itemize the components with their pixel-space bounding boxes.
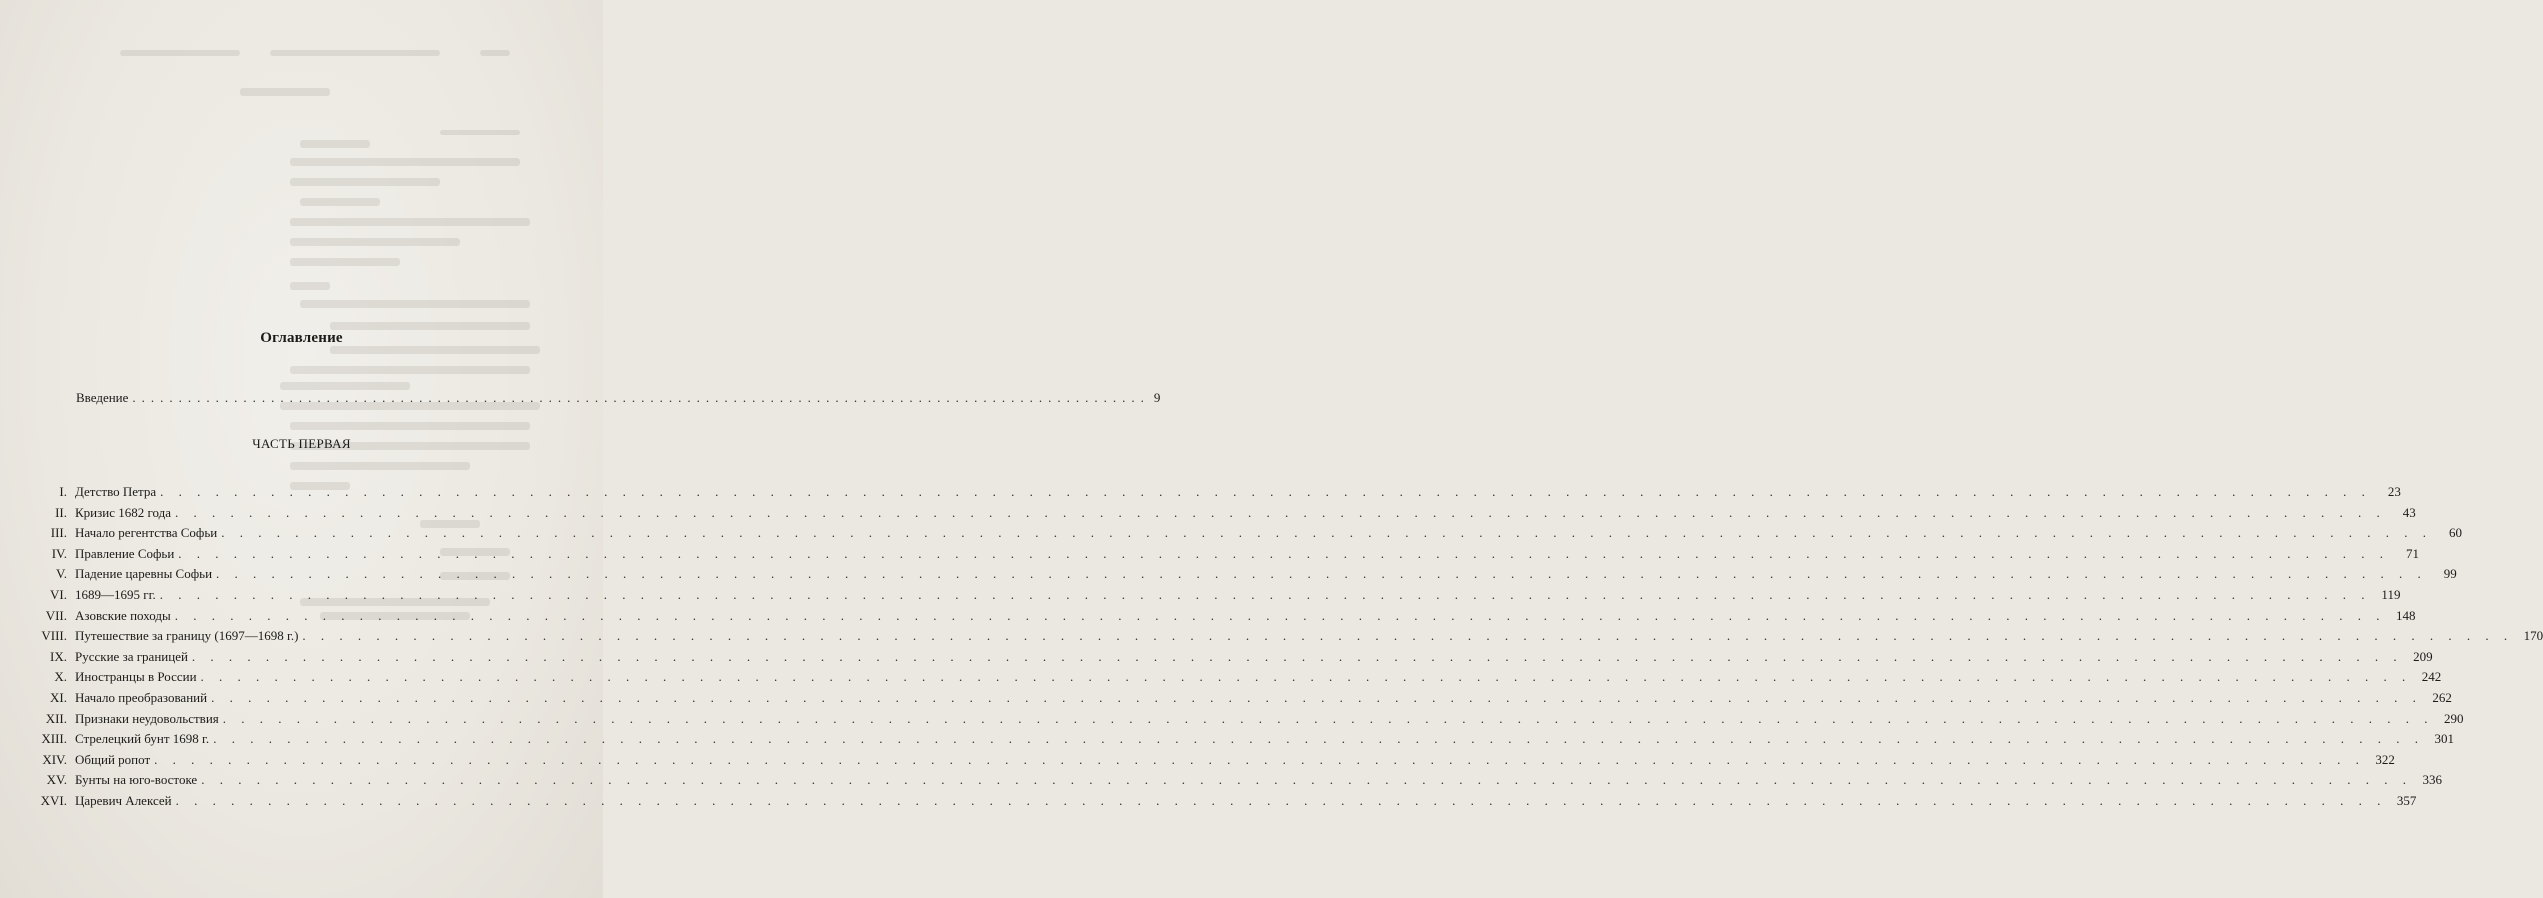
toc-entry-body (75, 606, 2416, 626)
toc-entry[interactable] (0, 750, 2395, 770)
toc-entry[interactable] (0, 544, 2420, 564)
toc-entry-title: Общий ропот (75, 751, 151, 767)
toc-entry-number: V. (56, 566, 67, 582)
toc-entry-number: XII. (45, 710, 67, 726)
toc-entry-number: X. (54, 669, 67, 685)
toc-entry[interactable] (0, 709, 2464, 729)
toc-entry-number: IX. (50, 648, 67, 664)
dot-leader: . . . . . . . . . . . . . . . . . . . . . . . . . . . . . . . . . . . . . . . . . . . . . . . . . . . . . . . . . . . . . . . . . . . . . . . . . . . . . . . . . . . . . . . . . . . . . . . . . . . . . . . . . . . . . . . . . . . . . . . . (221, 525, 2432, 541)
dot-leader: . . . . . . . . . . . . . . . . . . . . . . . . . . . . . . . . . . . . . . . . . . . . . . . . . . . . . . . . . . . . . . . . . . . . . . . . . . . . . . . . . . . . . . . . . . . . . . . . . . . . . . . . . . . . . . . . . . . . . . . . (302, 628, 2514, 644)
toc-entry-page: 60 (2448, 525, 2462, 541)
toc-entry-number: XI. (50, 690, 67, 705)
toc-entry-number: XIV. (42, 751, 67, 767)
toc-entry[interactable] (0, 606, 2416, 626)
toc-entry[interactable] (0, 791, 2417, 811)
dot-leader: . . . . . . . . . . . . . . . . . . . . . . . . . . . . . . . . . . . . . . . . . . . . . . . . . . . . . . . . . . . . . . . . . . . . . . . . . . . . . . . . . . . . . . . . . . . . . . . . . . . . . . . . . . . . . . . . . . . . . . . . (175, 793, 2387, 808)
toc-entry-page: 357 (2396, 793, 2417, 808)
toc-entry-page: 322 (2375, 751, 2395, 767)
toc-entry-body (75, 564, 2457, 584)
toc-entry-body (75, 523, 2462, 543)
toc-entry[interactable] (0, 585, 2401, 605)
toc-entry-title: Иностранцы в России (75, 669, 197, 685)
toc-entry-body (75, 482, 2401, 502)
toc-entry[interactable] (0, 503, 2416, 523)
part-heading: ЧАСТЬ ПЕРВАЯ (252, 436, 351, 451)
toc-entry-body (75, 729, 2454, 749)
toc-intro-page: 9 (1153, 390, 1161, 405)
toc-intro-label: Введение (76, 390, 129, 405)
toc-entry-page: 290 (2444, 710, 2464, 726)
toc-entry[interactable] (0, 729, 2454, 749)
dot-leader: . . . . . . . . . . . . . . . . . . . . . . . . . . . . . . . . . . . . . . . . . . . . . . . . . . . . . . . . . . . . . . . . . . . . . . . . . . . . . . . . . . . . . . . . . . . . . . . . . . . . . . . . . . . . . . . . . . . . . . . . (222, 710, 2434, 726)
toc-entry[interactable] (0, 667, 2442, 687)
toc-entry-title: Кризис 1682 года (75, 504, 172, 520)
toc-entry-title: Детство Петра (75, 484, 157, 499)
toc-entry-body (75, 770, 2442, 790)
toc-entry-number: I. (59, 484, 67, 499)
toc-entry-title: 1689—1695 гг. (75, 587, 156, 602)
toc-entry-page: 170 (2523, 628, 2543, 644)
dot-leader: . . . . . . . . . . . . . . . . . . . . . . . . . . . . . . . . . . . . . . . . . . . . . . . . . . . . . . . . . . . . . . . . . . . . . . . . . . . . . . . . . . . . . . . . . . . . . . . . . . . . . . . . . . . . . . . . . . . . . . . . (175, 504, 2386, 520)
toc-entry-page: 209 (2413, 648, 2433, 664)
toc-entry-body (75, 791, 2417, 811)
toc-entry-number: XVI. (40, 793, 67, 808)
toc-entry-title: Бунты на юго-востоке (75, 772, 198, 788)
dot-leader: . . . . . . . . . . . . . . . . . . . . . . . . . . . . . . . . . . . . . . . . . . . . . . . . . . . . . . . . . . . . . . . . . . . . . . . . . . . . . . . . . . . . . . . . . . . . . . . . . . . . . . . . . . . . . . . . . . . . . . . . (154, 751, 2365, 767)
toc-entry-body (75, 750, 2395, 770)
toc-entry-body (75, 709, 2464, 729)
toc-entry-title: Русские за границей (75, 648, 188, 664)
toc-entry-title: Путешествие за границу (1697—1698 г.) (75, 628, 299, 644)
toc-entry-page: 242 (2421, 669, 2442, 685)
toc-entry-number: II. (55, 504, 67, 520)
toc-entry-body (75, 626, 2543, 646)
toc-entry[interactable] (0, 564, 2457, 584)
toc-entry-title: Азовские походы (75, 607, 171, 623)
toc-entry-body (75, 688, 2452, 708)
toc-entry[interactable] (0, 482, 2401, 502)
dot-leader: . . . . . . . . . . . . . . . . . . . . . . . . . . . . . . . . . . . . . . . . . . . . . . . . . . . . . . . . . . . . . . . . . . . . . . . . . . . . . . . . . . . . . . . . . . . . . . . . . . . . . . . . . . . . . . . . . . . . . . . . (160, 484, 2371, 499)
toc-entry[interactable] (0, 688, 2452, 708)
toc-entry-title: Царевич Алексей (75, 793, 172, 808)
dot-leader: . . . . . . . . . . . . . . . . . . . . . . . . . . . . . . . . . . . . . . . . . . . . . . . . . . . . . . . . . . . . . . . . . . . . . . . . . . . . . . . . . . . . . . . . . . . . . . . . . . . . . . . . . . . . . . . . . . . . . . . . (178, 545, 2390, 561)
toc-entry-number: IV. (51, 545, 67, 561)
toc-entry[interactable] (0, 770, 2442, 790)
dot-leader: . . . . . . . . . . . . . . . . . . . . . . . . . . . . . . . . . . . . . . . . . . . . . . . . . . . . . . . . . . . . . . . . . . . . . . . . . . . . . . . . . . . . . . . . . . . . . . . . . . . . . . . . . . . . . . . . . . . . . . . . (191, 648, 2403, 664)
toc-entry-body (75, 647, 2433, 667)
page-title: Оглавление (260, 330, 343, 346)
dot-leader: . . . . . . . . . . . . . . . . . . . . . . . . . . . . . . . . . . . . . . . . . . . . . . . . . . . . . . . . . . . . . . . . . . . . . . . . . . . . . . . . . . . . . . . . . . . . . . . . . . . . . . . . . . . . . . . . . . . . . . . . (159, 587, 2371, 602)
dot-leader: . . . . . . . . . . . . . . . . . . . . . . . . . . . . . . . . . . . . . . . . . . . . . . . . . . . . . . . . . . . . . . . . . . . . . . . . . . . . . . . . . . . . . . . . . . . . . . . . . . . . . . . . . . . . . . . . . . . . . . . . (200, 669, 2412, 685)
dot-leader: . . . . . . . . . . . . . . . . . . . . . . . . . . . . . . . . . . . . . . . . . . . . . . . . . . . . . . . . . . . . . . . . . . . . . . . . . . . . . . . . . . . . . . . . . . . . . . . . . . . . . . . . . . . . . . . . . . . . . . . . (211, 690, 2422, 705)
toc-entry-title: Падение царевны Софьи (75, 566, 213, 582)
toc-entry-number: VIII. (41, 628, 67, 644)
toc-entry-page: 43 (2402, 504, 2416, 520)
toc-entry-body (75, 544, 2420, 564)
toc-entry-page: 301 (2434, 731, 2454, 747)
dot-leader: . . . . . . . . . . . . . . . . . . . . . . . . . . . . . . . . . . . . . . . . . . . . . . . . . . . . . . . . . . . . . . . . . . . . . . . . . . . . . . . . . . . . . . . . . . . . . . . . . . . . . . . . . . . . . . . . . . . . . . . . (216, 566, 2427, 582)
toc-entry-number: VII. (45, 607, 67, 623)
dot-leader: . . . . . . . . . . . . . . . . . . . . . . . . . . . . . . . . . . . . . . . . . . . . . . . . . . . . . . . . . . . . . . . . . . . . . . . . . . . . . . . . . . . . . . . . . . . . . . . . . . . . . . . . . . . . . . . . . . . . . . . . (174, 607, 2386, 623)
toc-intro-row[interactable] (76, 390, 1161, 408)
toc-entry-body (75, 667, 2442, 687)
toc-entry-number: XV. (46, 772, 67, 788)
toc-entry-number: III. (50, 525, 67, 541)
toc-entry-number: VI. (50, 587, 67, 602)
dot-leader: . . . . . . . . . . . . . . . . . . . . . . . . . . . . . . . . . . . . . . . . . . . . . . . . . . . . . . . . . . . . . . . . . . . . . . . . . . . . . . . . . . . . . . . . . . . . . . . . . . . . . . . . . . . . . . . . . . . . . . . . (201, 772, 2412, 788)
toc-entry-body (75, 585, 2401, 605)
toc-entry-title: Начало преобразований (75, 690, 208, 705)
toc-entry-page: 99 (2443, 566, 2457, 582)
dot-leader: . . . . . . . . . . . . . . . . . . . . . . . . . . . . . . . . . . . . . . . . . . . . . . . . . . . . . . . . . . . . . . . . . . . . . . . . . . . . . . . . . . . . . . . . . . . . . . . . . . . . . . . . . . . . . . . . . . . . . . . . (213, 731, 2424, 747)
toc-entry-title: Правление Софьи (75, 545, 175, 561)
dot-leader: .............................................................................................................. (132, 390, 1150, 405)
toc-entry-title: Стрелецкий бунт 1698 г. (75, 731, 210, 747)
toc-entry-body (75, 503, 2416, 523)
toc-entry-page: 148 (2395, 607, 2416, 623)
toc-entry[interactable] (0, 647, 2433, 667)
toc-entry-page: 119 (2381, 587, 2401, 602)
toc-entry-title: Начало регентства Софьи (75, 525, 218, 541)
toc-entry[interactable] (0, 523, 2462, 543)
toc-entry-number: XIII. (41, 731, 67, 747)
toc-entry-page: 71 (2406, 545, 2420, 561)
toc-entry-page: 23 (2387, 484, 2401, 499)
toc-entry-title: Признаки неудовольствия (75, 710, 219, 726)
toc-entry[interactable] (0, 626, 2543, 646)
toc-entry-page: 336 (2422, 772, 2442, 788)
toc-entry-page: 262 (2432, 690, 2452, 705)
